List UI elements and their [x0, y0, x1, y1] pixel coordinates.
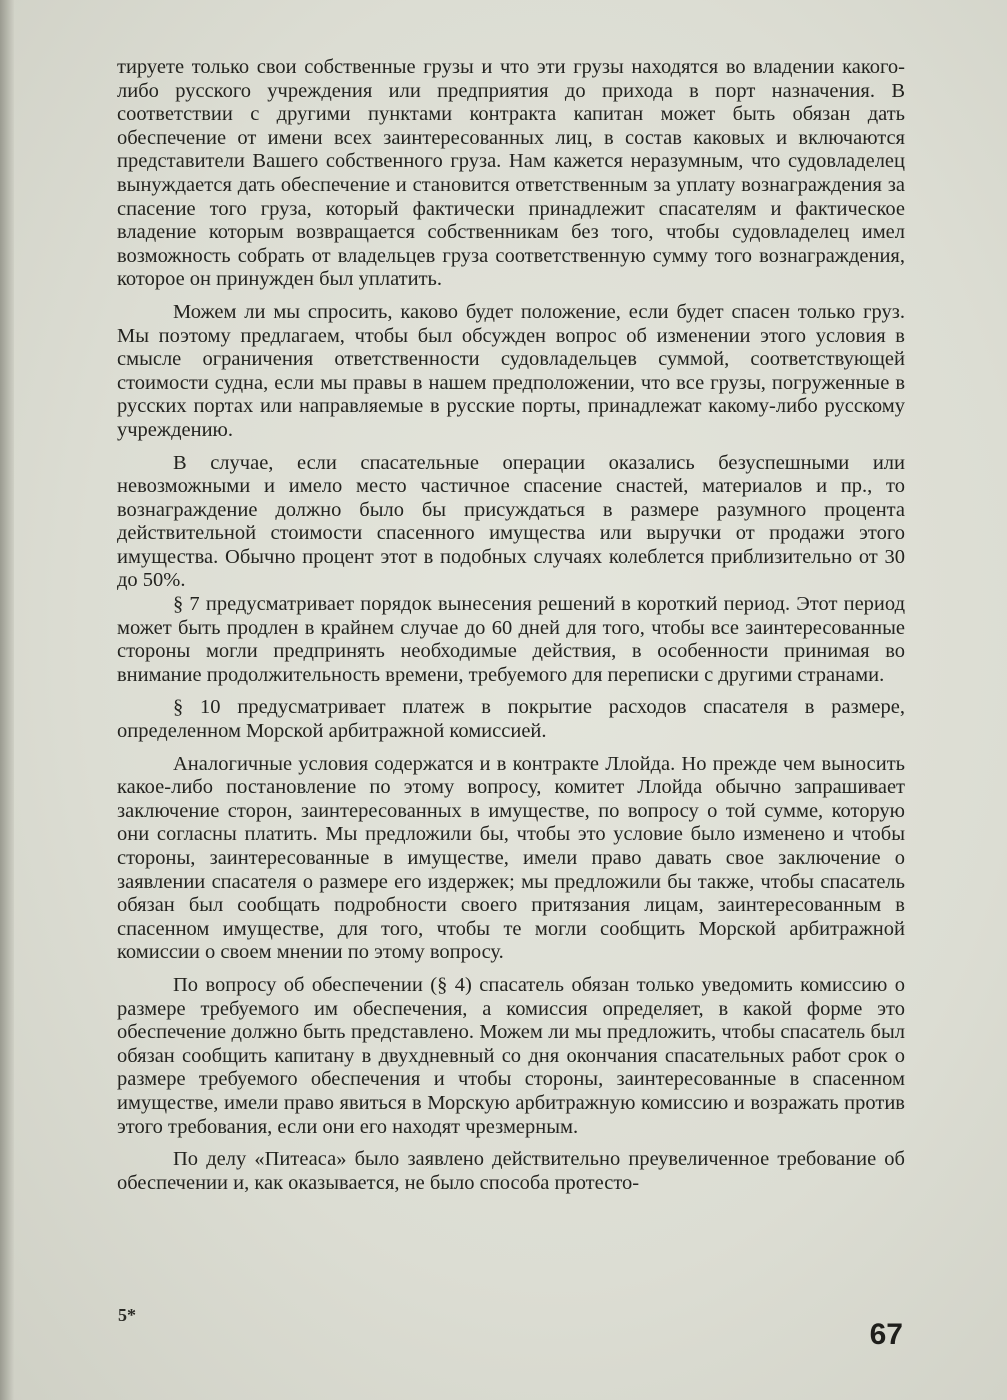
paragraph: Аналогичные условия содержатся и в контракте Ллойда. Но прежде чем выносить какое-либо постановление по этому вопросу, комитет Ллойда обычно запрашивает заключение сторон, заинтересованных в имуществе, по вопросу о той сумме, которую они согласны платить. Мы предложили бы, чтобы это условие было изменено и чтобы стороны, заинтересованные в имуществе, имели право давать свое заключение о заявлении спасателя о размере его издержек; мы предложили бы также, чтобы спасатель обязан был сообщать подробности своего притязания лицам, заинтересованным в спасенном имуществе, для того, чтобы те могли сообщить Морской арбитражной комиссии о своем мнении по этому вопросу. — [117, 752, 905, 964]
paragraph-continuation: тируете только свои собственные грузы и что эти грузы находятся во владении какого-либо русского учреждения или предприятия до прихода в порт назначения. В соответствии с другими пунктами контракта капитан может быть обязан дать обеспечение от имени всех заинтересованных лиц, в состав каковых и включаются представители Вашего собственного груза. Нам кажется неразумным, что судовладелец вынуждается дать обеспечение и становится ответственным за уплату вознаграждения за спасение того груза, который фактически принадлежит спасателям и фактическое владение которым возвращается собственникам без того, чтобы судовладелец имел возможность собрать от владельцев груза соответственную сумму того вознаграждения, которое он принужден был уплатить. — [117, 56, 905, 291]
body-text — [117, 56, 905, 1195]
paragraph: § 10 предусматривает платеж в покрытие расходов спасателя в размере, определенном Морской арбитражной комиссией. — [117, 696, 905, 743]
page-number: 67 — [869, 1318, 903, 1351]
paragraph: По делу «Питеаса» было заявлено действительно преувеличенное требование об обеспечении и, как оказывается, не было способа протесто- — [117, 1148, 905, 1194]
paragraph: По вопросу об обеспечении (§ 4) спасатель обязан только уведомить комиссию о размере требуемого им обеспечения, а комиссия определяет, в какой форме это обеспечение должно быть представлено. Можем ли мы предложить, чтобы спасатель был обязан сообщить капитану в двухдневный со дня окончания спасательных работ срок о размере требуемого обеспечения и чтобы стороны, заинтересованные в спасенном имуществе, имели право явиться в Морскую арбитражную комиссию и возражать против этого требования, если они его находят чрезмерным. — [117, 973, 905, 1138]
paragraph: Можем ли мы спросить, каково будет положение, если будет спасен только груз. Мы поэтому предлагаем, чтобы был обсужден вопрос об изменении этого условия в смысле ограничения ответственности судовладельцев суммой, соответствующей стоимости судна, если мы правы в нашем предположении, что все грузы, погруженные в русских портах или направляемые в русские порты, принадлежат какому-либо русскому учреждению. — [117, 300, 905, 441]
paragraph: § 7 предусматривает порядок вынесения решений в короткий период. Этот период может быть продлен в крайнем случае до 60 дней для того, чтобы все заинтересованные стороны могли предпринять необходимые действия, в особенности принимая во внимание продолжительность времени, требуемого для переписки с другими странами. — [117, 593, 905, 686]
page-gutter — [0, 0, 14, 1400]
paragraph: В случае, если спасательные операции оказались безуспешными или невозможными и имело место частичное спасение снастей, материалов и пр., то вознаграждение должно было бы присуждаться в размере разумного процента действительной стоимости спасенного имущества или выручки от продажи этого имущества. Обычно процент этот в подобных случаях колеблется приблизительно от 30 до 50%. — [117, 451, 905, 592]
signature-mark: 5* — [118, 1305, 136, 1325]
